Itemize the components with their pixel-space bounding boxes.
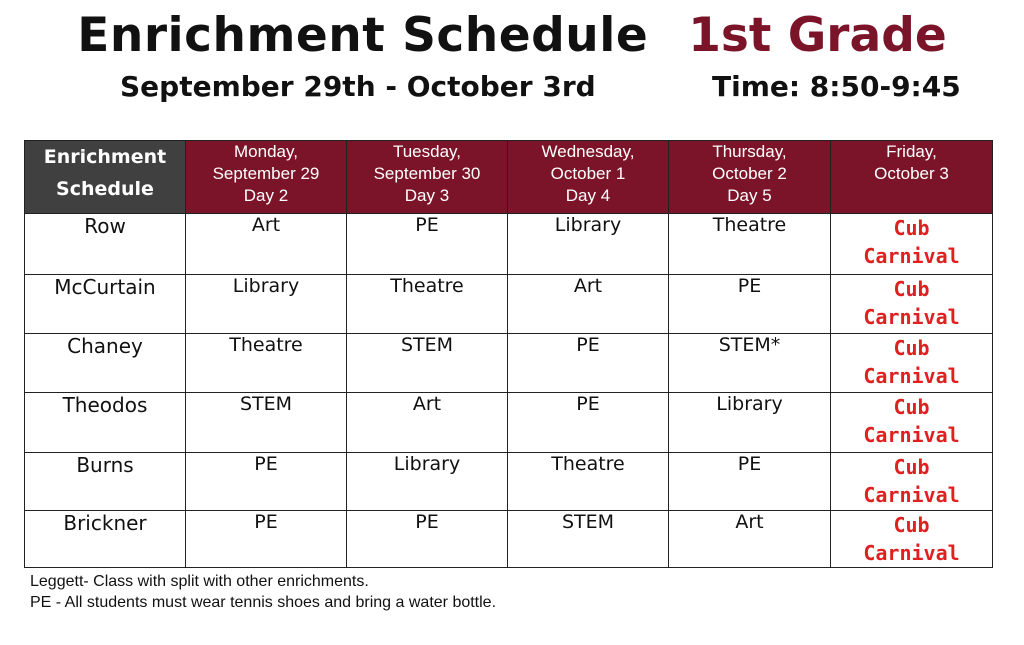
friday-cell — [831, 334, 993, 393]
teacher-cell: Theodos — [25, 393, 186, 453]
monday-cell: Theatre — [186, 334, 347, 393]
tuesday-cell: PE — [347, 214, 508, 275]
friday-line-1: Cub — [893, 336, 930, 360]
friday-line-1: Cub — [893, 277, 930, 301]
friday-cell — [831, 393, 993, 453]
day-date: October 3 — [874, 164, 949, 183]
schedule-table — [24, 140, 993, 568]
date-range: September 29th - October 3rd — [120, 70, 596, 103]
tuesday-cell: Theatre — [347, 275, 508, 334]
day-date: September 30 — [373, 164, 481, 183]
time-range: Time: 8:50-9:45 — [712, 70, 961, 103]
friday-line-2: Carnival — [863, 364, 960, 388]
table-row — [25, 453, 993, 511]
table-row — [25, 334, 993, 393]
teacher-cell: Row — [25, 214, 186, 275]
wednesday-cell: PE — [508, 334, 669, 393]
title-row — [0, 8, 1024, 72]
thursday-cell: PE — [669, 453, 831, 511]
teacher-cell: McCurtain — [25, 275, 186, 334]
friday-line-2: Carnival — [863, 423, 960, 447]
table-header-row — [25, 141, 993, 214]
wednesday-cell: Art — [508, 275, 669, 334]
corner-line-1: Enrichment — [43, 146, 167, 168]
day-date: September 29 — [212, 164, 320, 183]
teacher-cell: Chaney — [25, 334, 186, 393]
day-name: Wednesday, — [541, 142, 635, 161]
friday-line-2: Carnival — [863, 541, 960, 565]
friday-cell — [831, 511, 993, 568]
teacher-cell: Burns — [25, 453, 186, 511]
footnotes — [30, 571, 496, 613]
thursday-cell: Theatre — [669, 214, 831, 275]
tuesday-cell: Library — [347, 453, 508, 511]
monday-cell: STEM — [186, 393, 347, 453]
day-date: October 2 — [712, 164, 787, 183]
day-name: Thursday, — [712, 142, 787, 161]
table-row — [25, 275, 993, 334]
monday-cell: Library — [186, 275, 347, 334]
wednesday-cell: PE — [508, 393, 669, 453]
page-title: Enrichment Schedule — [77, 8, 649, 63]
friday-line-2: Carnival — [863, 483, 960, 507]
friday-line-1: Cub — [893, 216, 930, 240]
thursday-cell: Library — [669, 393, 831, 453]
header-friday — [831, 141, 993, 214]
monday-cell: PE — [186, 453, 347, 511]
day-name: Tuesday, — [392, 142, 462, 161]
thursday-cell: STEM* — [669, 334, 831, 393]
tuesday-cell: PE — [347, 511, 508, 568]
day-number: Day 5 — [727, 186, 772, 205]
day-name: Monday, — [234, 142, 298, 161]
day-number: Day 2 — [243, 186, 289, 205]
subtitle-row — [0, 70, 1024, 106]
teacher-cell: Brickner — [25, 511, 186, 568]
friday-line-2: Carnival — [863, 244, 960, 268]
table-row — [25, 393, 993, 453]
day-number: Day 4 — [565, 186, 611, 205]
table-row — [25, 214, 993, 275]
header-tuesday — [347, 141, 508, 214]
header-thursday — [669, 141, 831, 214]
footnote-pe: PE - All students must wear tennis shoes and bring a water bottle. — [30, 594, 497, 611]
day-name: Friday, — [886, 142, 937, 161]
monday-cell: Art — [186, 214, 347, 275]
header-monday — [186, 141, 347, 214]
thursday-cell: Art — [669, 511, 831, 568]
table-row — [25, 511, 993, 568]
grade-label: 1st Grade — [688, 8, 947, 63]
footnote-leggett: Leggett- Class with split with other enrichments. — [30, 573, 369, 590]
tuesday-cell: STEM — [347, 334, 508, 393]
friday-cell — [831, 214, 993, 275]
friday-cell — [831, 453, 993, 511]
friday-line-1: Cub — [893, 455, 930, 479]
tuesday-cell: Art — [347, 393, 508, 453]
monday-cell: PE — [186, 511, 347, 568]
friday-cell — [831, 275, 993, 334]
day-date: October 1 — [550, 164, 626, 183]
friday-line-1: Cub — [893, 513, 930, 537]
day-number: Day 3 — [404, 186, 450, 205]
wednesday-cell: Theatre — [508, 453, 669, 511]
friday-line-1: Cub — [893, 395, 930, 419]
corner-header — [25, 141, 186, 214]
thursday-cell: PE — [669, 275, 831, 334]
friday-line-2: Carnival — [863, 305, 960, 329]
wednesday-cell: STEM — [508, 511, 669, 568]
header-wednesday — [508, 141, 669, 214]
wednesday-cell: Library — [508, 214, 669, 275]
corner-line-2: Schedule — [56, 178, 154, 200]
